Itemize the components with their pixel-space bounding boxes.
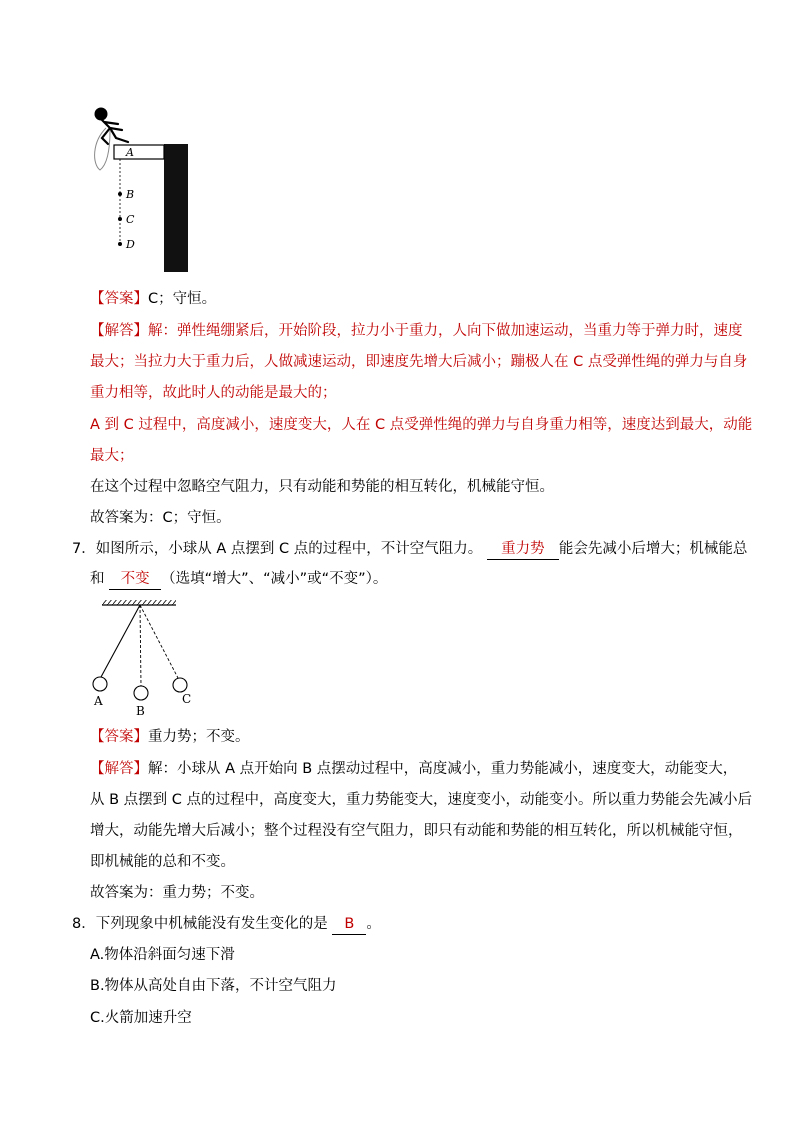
bungee-figure (88, 104, 198, 276)
label-c: C (126, 213, 135, 226)
label-b: B (126, 188, 135, 201)
q7-analysis-line-3: 增大，动能先增大后减小；整个过程没有空气阻力，即只有动能和势能的相互转化，所以机械能守恒， (90, 823, 743, 839)
label-a: A (126, 146, 134, 159)
point-b (118, 192, 122, 196)
ball-a (93, 677, 107, 691)
option-c: C.火箭加速升空 (90, 1010, 192, 1026)
cliff-wall (164, 144, 188, 272)
option-a: A.物体沿斜面匀速下滑 (90, 947, 235, 963)
pendulum-figure (88, 598, 198, 720)
point-c (118, 217, 122, 221)
label-d: D (126, 238, 135, 251)
point-d (118, 242, 122, 246)
q7-analysis-line-1: 【解答】解：小球从 A 点开始向 B 点摆动过程中，高度减小，重力势能减小，速度变大，动能变大， (90, 761, 738, 777)
elastic-cord-loop (95, 128, 110, 170)
answer-text: 重力势；不变。 (148, 729, 250, 745)
jumper-head (95, 108, 108, 121)
q7-answer-line (90, 727, 250, 747)
analysis-line-4: A 到 C 过程中，高度减小，速度变大，人在 C 点受弹性绳的弹力与自身重力相等，速度达到最大，动能 (90, 417, 753, 433)
ball-b (134, 686, 148, 700)
analysis-line-1: 【解答】解：弹性绳绷紧后，开始阶段，拉力小于重力，人向下做加速运动，当重力等于弹力时，速度 (90, 323, 743, 339)
analysis-line-3: 重力相等，故此时人的动能是最大的； (90, 385, 337, 401)
question-number: 7． (72, 541, 96, 557)
string-b (140, 605, 141, 686)
string-a (101, 605, 140, 677)
answer-line-1 (90, 289, 216, 309)
question-7-line-2: 和 不变 （选填“增大”、“减小”或“不变”）。 (90, 569, 387, 590)
blank-2: 不变 (109, 569, 161, 590)
string-c (140, 605, 178, 678)
answer-text: C；守恒。 (148, 291, 217, 307)
ball-c (173, 678, 187, 692)
label-a: A (94, 694, 103, 708)
q7-analysis-line-2: 从 B 点摆到 C 点的过程中，高度变大，重力势能变大，速度变小，动能变小。所以重力势能会先减小后 (90, 792, 753, 808)
analysis-line-2: 最大；当拉力大于重力后，人做减速运动，即速度先增大后减小；蹦极人在 C 点受弹性绳的弹力与自身 (90, 354, 748, 370)
analysis-line-7: 故答案为：C；守恒。 (90, 510, 231, 526)
option-b: B.物体从高处自由下落，不计空气阻力 (90, 978, 337, 994)
answer-tag: 【答案】 (90, 729, 148, 745)
jumper-body (102, 120, 128, 144)
analysis-line-6: 在这个过程中忽略空气阻力，只有动能和势能的相互转化，机械能守恒。 (90, 479, 554, 495)
question-8-line: 8．下列现象中机械能没有发生变化的是 B 。 (72, 914, 381, 935)
question-number: 8． (72, 916, 96, 932)
q7-analysis-line-5: 故答案为：重力势；不变。 (90, 885, 264, 901)
jump-platform (114, 145, 164, 159)
blank-1: 重力势 (487, 539, 559, 560)
blank-1: B (332, 914, 366, 935)
q7-analysis-line-4: 即机械能的总和不变。 (90, 854, 235, 870)
analysis-tag: 【解答】 (90, 323, 148, 339)
question-7-line-1: 7．如图所示，小球从 A 点摆到 C 点的过程中，不计空气阻力。 重力势 能会先减小后增大；机械能总 (72, 539, 747, 560)
label-c: C (182, 692, 192, 706)
answer-tag: 【答案】 (90, 291, 148, 307)
analysis-tag: 【解答】 (90, 761, 148, 777)
label-b: B (136, 704, 145, 718)
ceiling-hatching (102, 600, 176, 605)
analysis-line-5: 最大； (90, 448, 134, 464)
